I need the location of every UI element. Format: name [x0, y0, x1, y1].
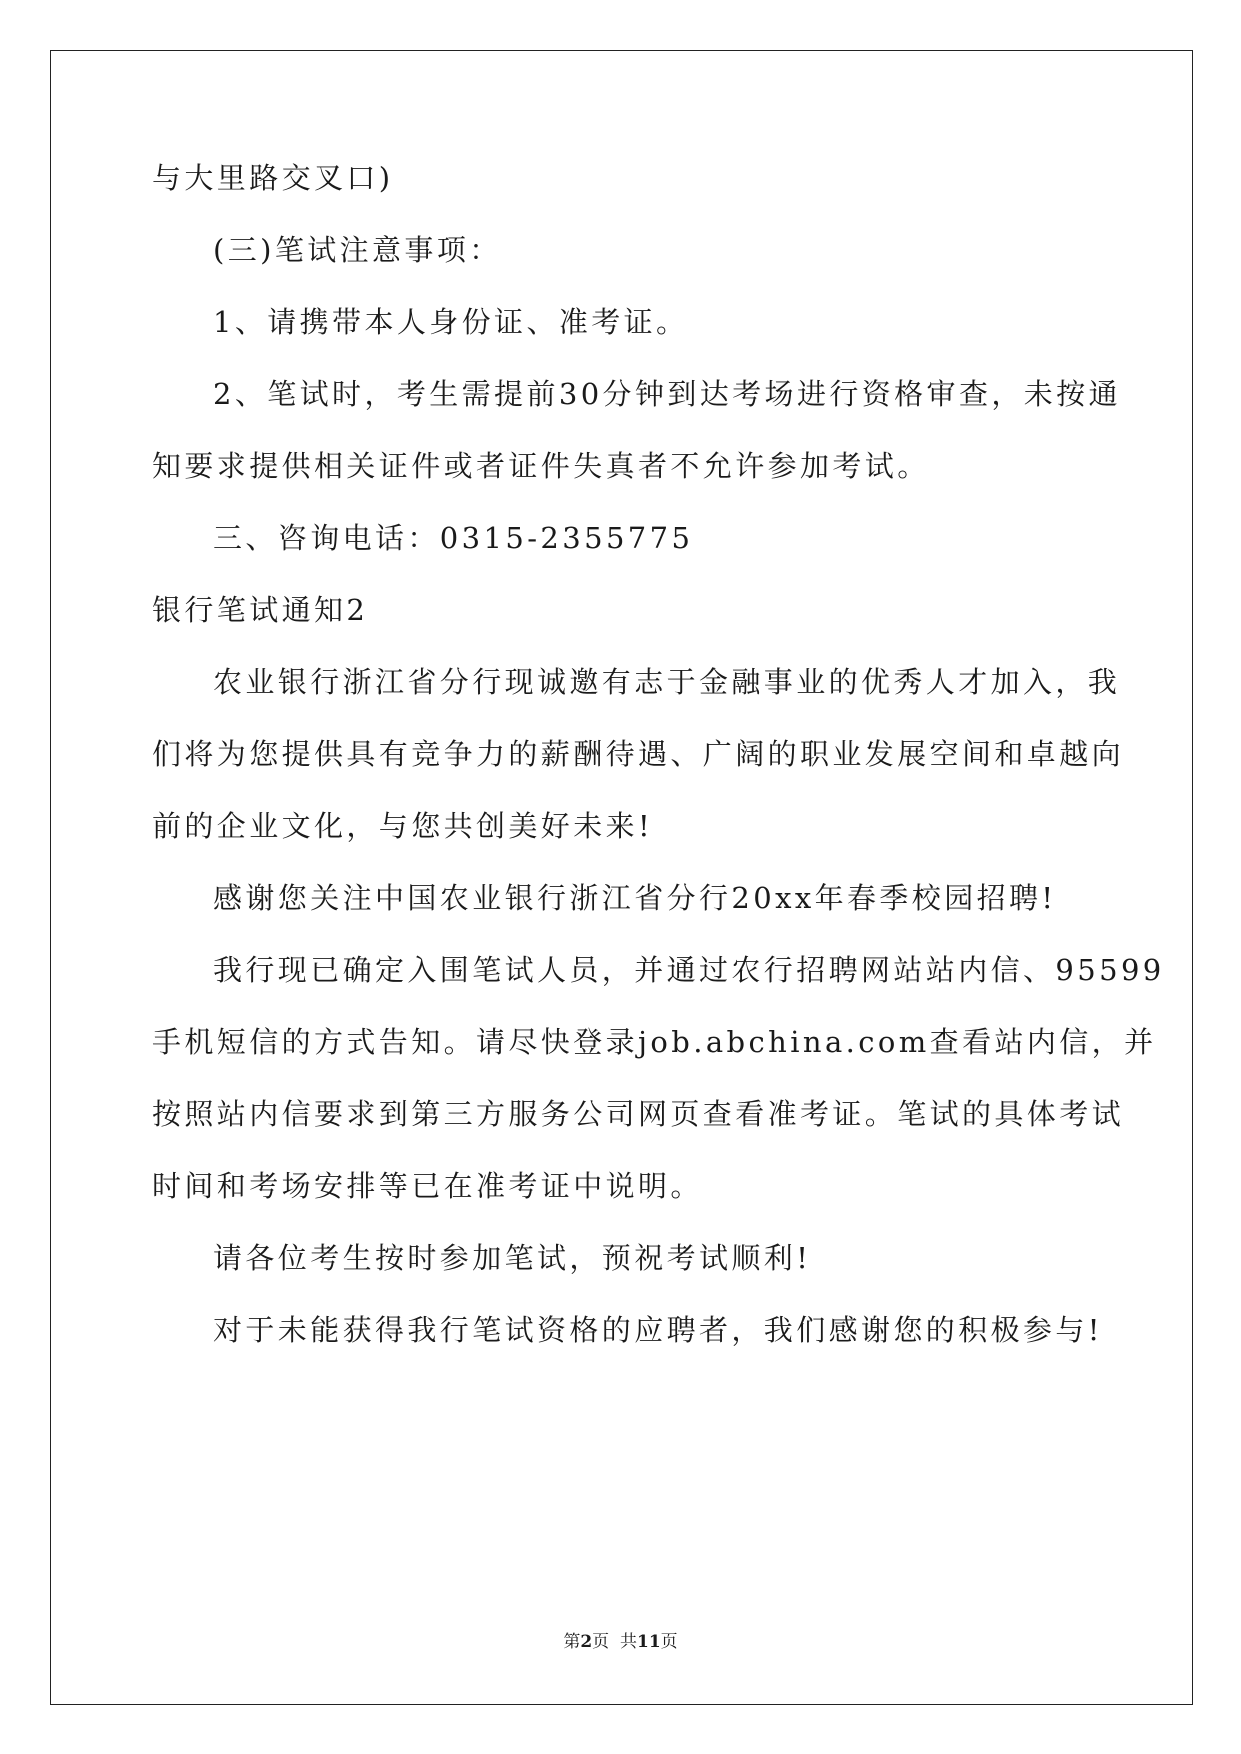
section-title: 银行笔试通知2: [152, 593, 369, 627]
page-number-footer: [0, 1630, 1241, 1654]
text-line-12: 我行现已确定入围笔试人员，并通过农行招聘网站站内信、95599: [213, 953, 1165, 987]
current-page-number: 2: [580, 1632, 593, 1652]
text-line-15: 时间和考场安排等已在准考证中说明。: [152, 1169, 703, 1203]
text-line-3: 1、请携带本人身份证、准考证。: [213, 305, 689, 339]
contact-phone-line: 三、咨询电话：0315-2355775: [213, 521, 694, 555]
text-line-13: 手机短信的方式告知。请尽快登录job.abchina.com查看站内信，并: [152, 1025, 1157, 1059]
text-line-11: 感谢您关注中国农业银行浙江省分行20xx年春季校园招聘!: [213, 881, 1057, 915]
text-line-14: 按照站内信要求到第三方服务公司网页查看准考证。笔试的具体考试: [152, 1097, 1125, 1131]
text-line-9: 们将为您提供具有竞争力的薪酬待遇、广阔的职业发展空间和卓越向: [152, 737, 1125, 771]
footer-suffix: 页: [660, 1632, 678, 1652]
total-page-number: 11: [636, 1632, 661, 1652]
footer-mid: 页 共: [592, 1632, 637, 1652]
text-line-1: 与大里路交叉口): [152, 161, 394, 195]
text-line-16: 请各位考生按时参加笔试，预祝考试顺利!: [213, 1241, 812, 1275]
text-line-8: 农业银行浙江省分行现诚邀有志于金融事业的优秀人才加入，我: [213, 665, 1121, 699]
section-heading-exam-notes: (三)笔试注意事项：: [213, 233, 502, 267]
text-line-17: 对于未能获得我行笔试资格的应聘者，我们感谢您的积极参与!: [213, 1313, 1103, 1347]
text-line-5: 知要求提供相关证件或者证件失真者不允许参加考试。: [152, 449, 930, 483]
text-line-4: 2、笔试时，考生需提前30分钟到达考场进行资格审查，未按通: [213, 377, 1121, 411]
footer-prefix: 第: [563, 1632, 581, 1652]
text-line-10: 前的企业文化，与您共创美好未来!: [152, 809, 654, 843]
